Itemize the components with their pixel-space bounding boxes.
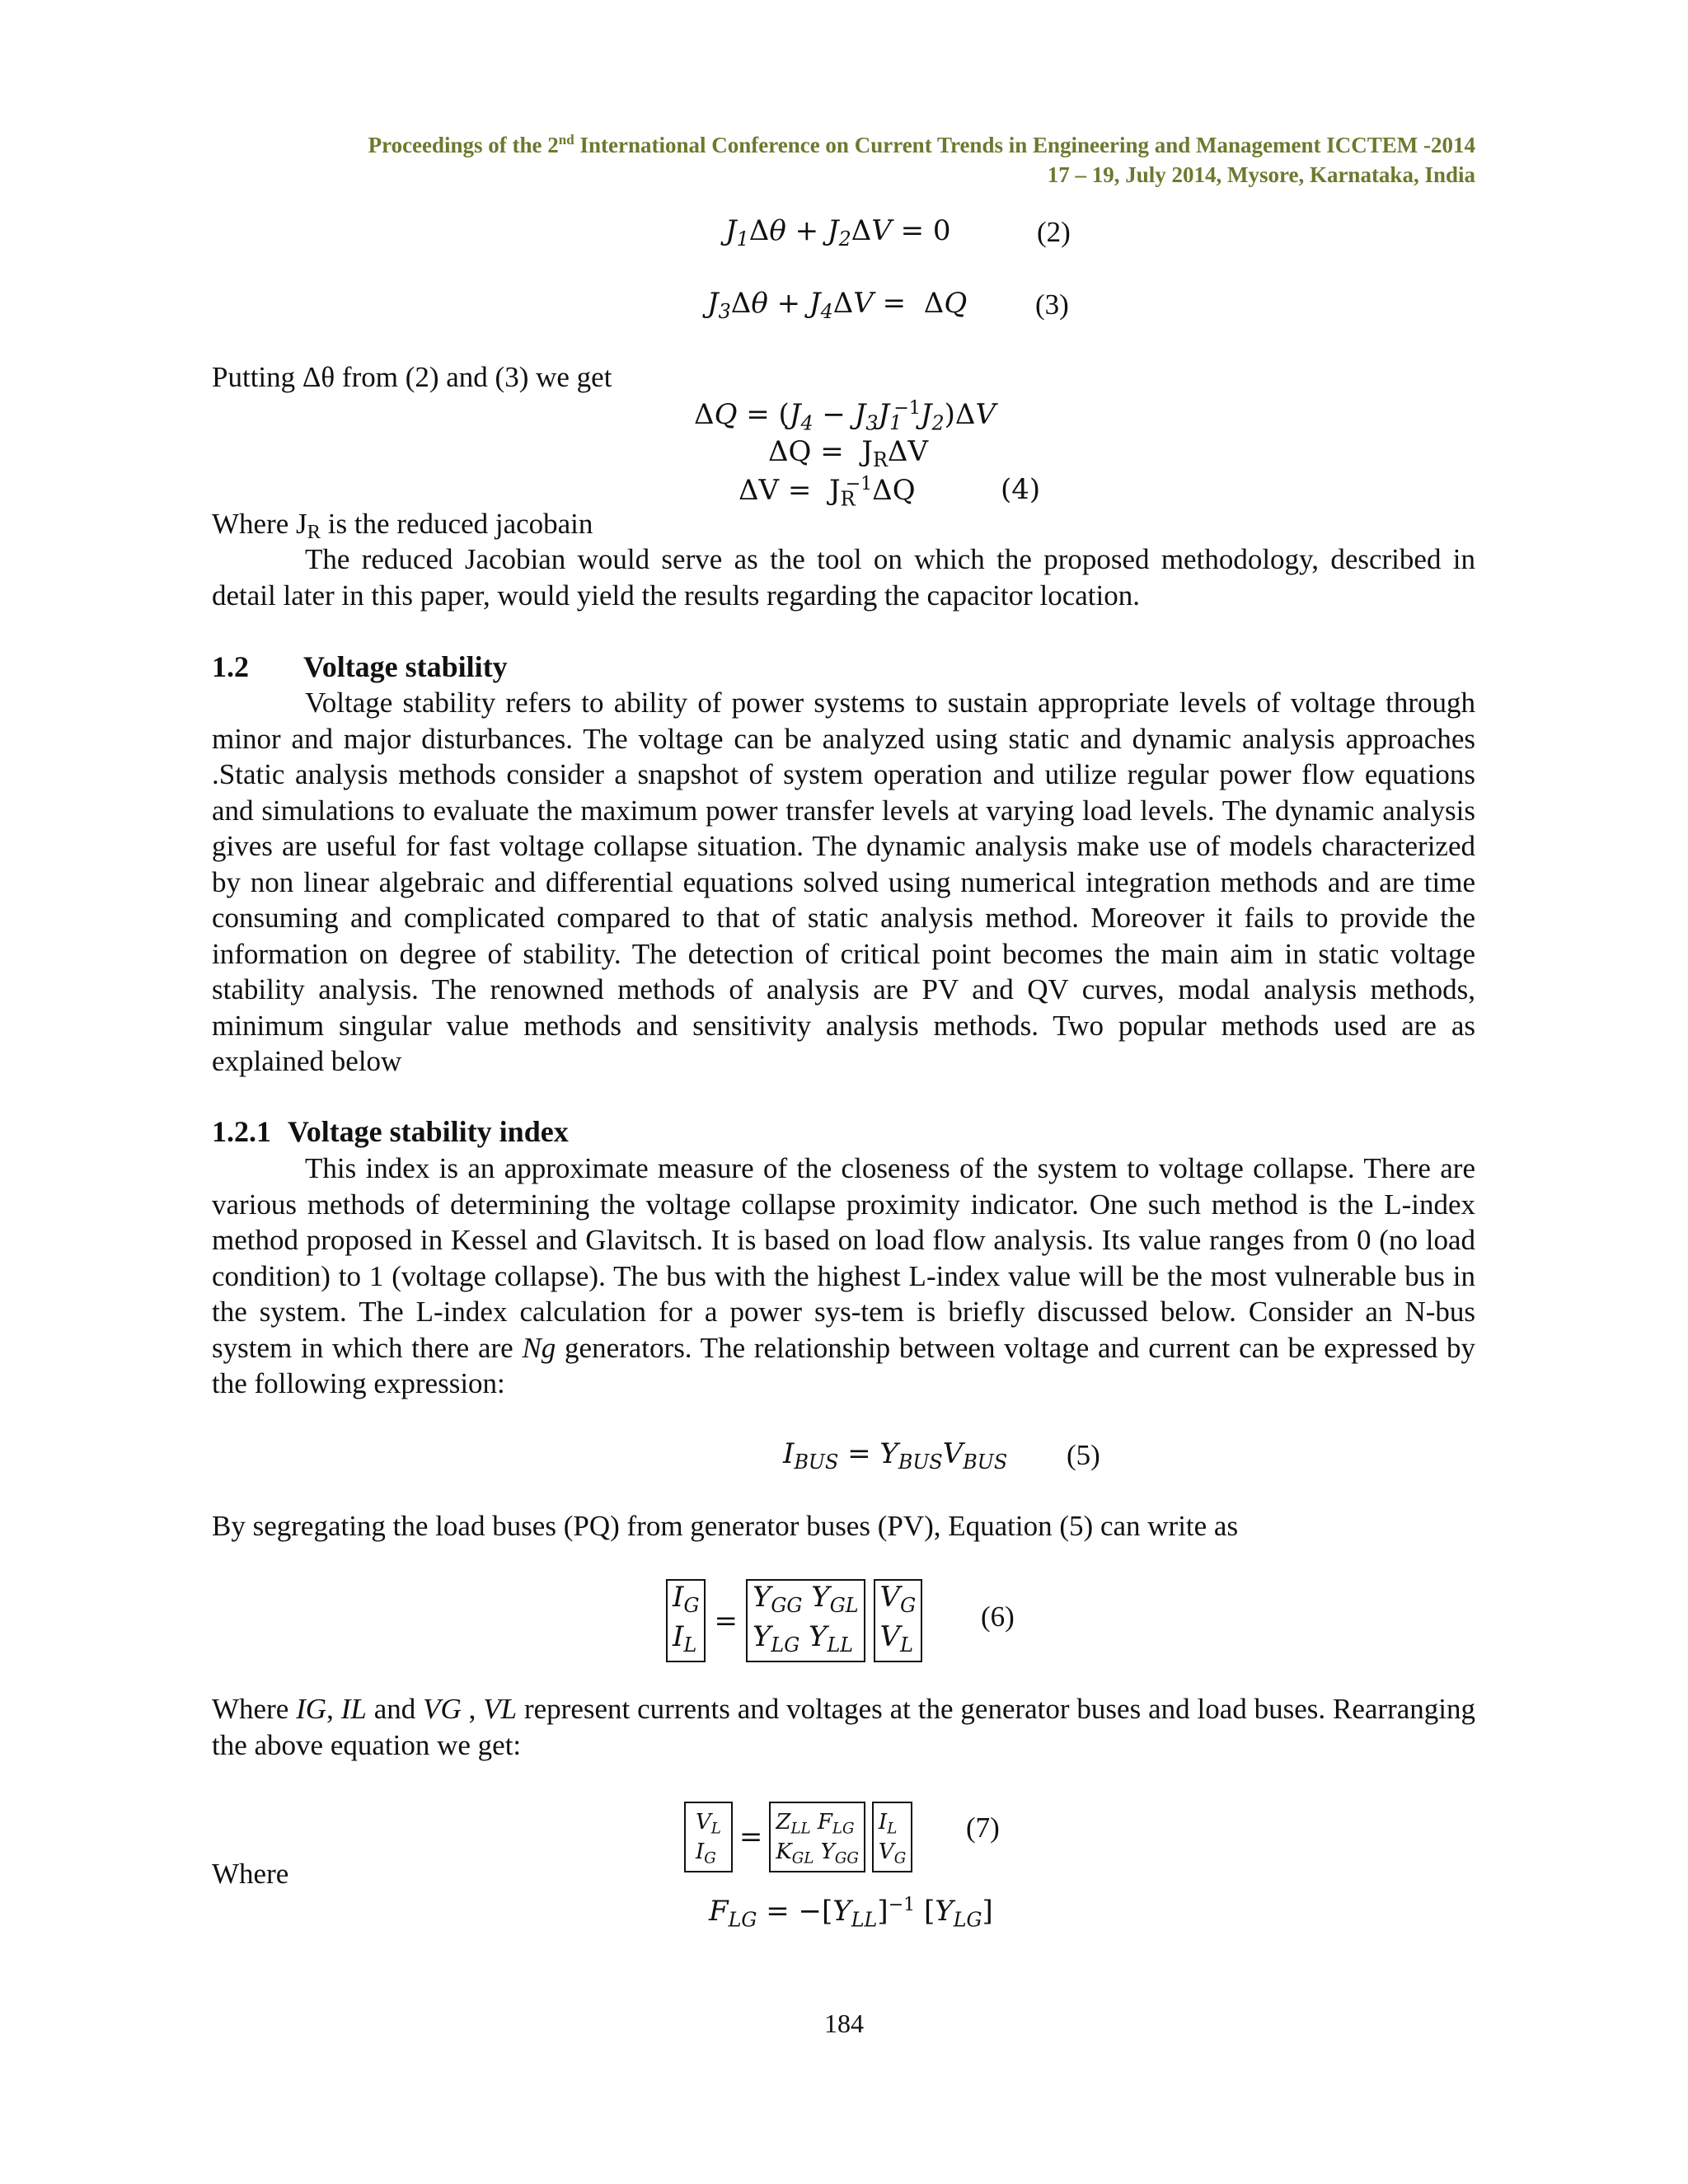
equation-4-number: (4) bbox=[1001, 473, 1041, 506]
equation-5: $I_{BUS} = Y_{BUS}V_{BUS}$ bbox=[783, 1437, 1008, 1474]
segregating-text: By segregating the load buses (PQ) from generator buses (PV), Equation (5) can write as bbox=[212, 1510, 1239, 1542]
equation-3-number: (3) bbox=[1035, 288, 1069, 321]
flg-equation: $F_{LG} = -[Y_{LL}]^{-1}$ $[Y_{LG}]$ bbox=[709, 1894, 993, 1932]
where-jr-text: Where JR is the reduced jacobain bbox=[212, 508, 593, 544]
delta-q-expression: $\Delta Q = (J_4 - J_3J_1^{-1}J_2)\Delta V$ bbox=[694, 397, 996, 435]
page-number: 184 bbox=[824, 2008, 864, 2038]
header-line-2: 17 – 19, July 2014, Mysore, Karnataka, India bbox=[1047, 162, 1475, 187]
reduced-jacobian-paragraph: The reduced Jacobian would serve as the tool on which the proposed methodology, described in detail later in this paper, would yield the results regarding the capacitor location. bbox=[212, 543, 1475, 612]
equation-5-number: (5) bbox=[1067, 1439, 1100, 1471]
header-line-1: Proceedings of the 2nd International Conference on Current Trends in Engineering and Management ICCTEM -2014 bbox=[368, 132, 1475, 157]
where-ig-paragraph: Where IG, IL and VG , VL represent currents and voltages at the generator buses and load buses. Rearranging the above equation we get: bbox=[212, 1693, 1475, 1761]
where-text: Where bbox=[212, 1858, 289, 1890]
equation-7-number: (7) bbox=[966, 1811, 1000, 1844]
conference-header bbox=[368, 125, 1475, 190]
delta-v-inverse: $\Delta V = J_R^{-1}\Delta Q$ bbox=[738, 473, 916, 511]
section-1-2-1-paragraph: This index is an approximate measure of the closeness of the system to voltage collapse. There are various methods of determining the voltage collapse proximity indicator. One such method is the L-index method proposed in Kessel and Glavitsch. It is based on load flow analysis. Its value ranges from 0 (no load condition) to 1 (voltage collapse). The bus with the highest L-index value will be the most vulnerable bus in the system. The L-index calculation for a power sys-tem is briefly discussed below. Consider an N-bus system in which there are Ng generators. The relationship between voltage and current can be expressed by the following expression: bbox=[212, 1152, 1475, 1399]
putting-text: Putting Δθ from (2) and (3) we get bbox=[212, 361, 612, 393]
delta-q-reduced: $\Delta Q = J_R\Delta V$ bbox=[768, 435, 928, 472]
equation-6: $I_G$ $I_L$ = $Y_{GG}$ $Y_{GL}$ $Y_{LG}$ $Y_{LL}$ $V_G$ $V_L$ bbox=[666, 1579, 922, 1662]
equation-2-number: (2) bbox=[1037, 216, 1071, 248]
section-1-2-1-heading: 1.2.1 Voltage stability index bbox=[212, 1115, 569, 1148]
section-1-2-paragraph: Voltage stability refers to ability of power systems to sustain appropriate levels of voltage through minor and major disturbances. The voltage can be analyzed using static and dynamic analysis approaches .Static analysis methods consider a snapshot of system operation and utilize regular power flow equations and simulations to evaluate the maximum power transfer levels at varying load levels. The dynamic analysis gives are useful for fast voltage collapse situation. The dynamic analysis make use of models characterized by non linear algebraic and differential equations solved using numerical integration methods and are time consuming and complicated compared to that of static analysis method. Moreover it fails to provide the information on degree of stability. The detection of critical point becomes the main aim in static voltage stability analysis. The renowned methods of analysis are PV and QV curves, modal analysis methods, minimum singular value methods and sensitivity analysis methods. Two popular methods used are as explained below bbox=[212, 687, 1475, 1077]
equation-2: $J_1\Delta\theta + J_2\Delta V = 0$ bbox=[725, 214, 951, 251]
equation-3: $J_3\Delta\theta + J_4\Delta V = \Delta Q$ bbox=[707, 287, 968, 324]
section-1-2-heading: 1.2 Voltage stability bbox=[212, 650, 508, 683]
equation-7: $V_L$ $I_G$ = $Z_{LL}$ $F_{LG}$ $K_{GL}$ $Y_{GG}$ $I_L$ $V_G$ bbox=[684, 1802, 912, 1872]
equation-6-number: (6) bbox=[981, 1601, 1015, 1633]
